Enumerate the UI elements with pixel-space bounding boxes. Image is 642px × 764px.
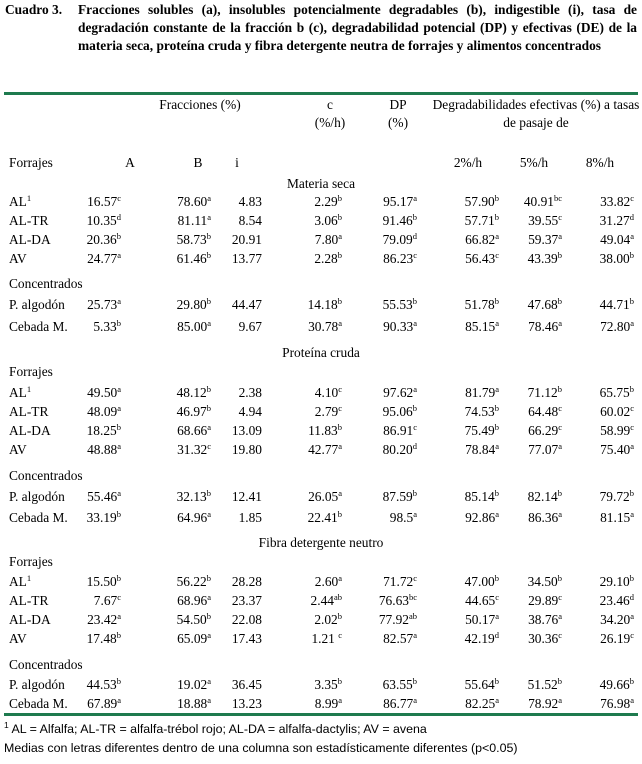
cell-de2: 78.84$^a$ — [465, 441, 499, 457]
cell-a: 18.25$^b$ — [86, 422, 121, 438]
row-name: $AL^1$ — [9, 193, 32, 209]
cell-de8: 65.75$^b$ — [599, 384, 634, 400]
cell-c: 1.21 $^c$ — [311, 630, 342, 646]
cell-dp: 98.5$^a$ — [389, 509, 417, 525]
cell-b: 46.97$^b$ — [176, 403, 211, 419]
cell-dp: 95.06$^b$ — [382, 403, 417, 419]
table-row — [0, 675, 642, 695]
cell-dp: 95.17$^a$ — [383, 193, 417, 209]
header-col-b: B — [193, 155, 203, 170]
cell-i: 44.47 — [231, 297, 262, 312]
row-name: AV — [9, 442, 27, 457]
cell-dp: 55.53$^b$ — [382, 296, 417, 312]
cell-a: 17.48$^b$ — [86, 630, 121, 646]
header-rate-2: 2%/h — [453, 155, 483, 170]
cell-i: 17.43 — [231, 631, 262, 646]
cell-de5: 43.39$^b$ — [527, 250, 562, 266]
cell-c: 4.10$^c$ — [314, 384, 342, 400]
table-row — [0, 508, 642, 528]
cell-a: 44.53$^b$ — [86, 676, 121, 692]
cell-de2: 92.86$^a$ — [465, 509, 499, 525]
cell-c: 22.41$^b$ — [307, 509, 342, 525]
cell-a: 48.09$^a$ — [87, 403, 121, 419]
header-dp: DP — [389, 97, 407, 112]
table-row — [0, 694, 642, 714]
cell-a: 24.77$^a$ — [87, 250, 121, 266]
cell-b: 61.46$^b$ — [176, 250, 211, 266]
cell-a: 7.67$^c$ — [93, 592, 121, 608]
cell-dp: 79.09$^d$ — [382, 231, 417, 247]
table-row — [0, 421, 642, 441]
cell-i: 23.37 — [231, 593, 262, 608]
cell-dp: 86.91$^c$ — [383, 422, 417, 438]
row-name: AL-TR — [9, 404, 49, 419]
cell-de8: 81.15$^a$ — [600, 509, 634, 525]
cell-dp: 97.62$^a$ — [383, 384, 417, 400]
cell-dp: 87.59$^b$ — [382, 488, 417, 504]
section-title-fibra-detergente: Fibra detergente neutro — [258, 535, 384, 550]
table-row — [0, 610, 642, 630]
cell-i: 36.45 — [231, 677, 262, 692]
cell-b: 18.88$^a$ — [177, 695, 211, 711]
cell-de5: 78.46$^a$ — [528, 318, 562, 334]
footnote-significance: Medias con letras diferentes dentro de una columna son estadísticamente diferentes (p<0.05) — [4, 741, 518, 755]
table-row — [0, 192, 642, 212]
cell-de5: 66.29$^c$ — [528, 422, 562, 438]
cell-de5: 64.48$^c$ — [528, 403, 562, 419]
cell-i: 13.77 — [231, 251, 262, 266]
row-name: P. algodón — [9, 677, 65, 692]
row-name: AL-TR — [9, 213, 49, 228]
cell-a: 49.50$^a$ — [87, 384, 121, 400]
cell-a: 25.73$^a$ — [87, 296, 121, 312]
cell-c: 8.99$^a$ — [314, 695, 342, 711]
cell-a: 67.89$^a$ — [87, 695, 121, 711]
cell-de2: 81.79$^a$ — [465, 384, 499, 400]
header-col-i: i — [235, 155, 239, 170]
footnote-abbreviations-text: AL = Alfalfa; AL-TR = alfalfa-trébol rojo; AL-DA = alfalfa-dactylis; AV = avena — [8, 722, 427, 736]
cell-de2: 42.19$^d$ — [464, 630, 499, 646]
cell-de8: 49.04$^a$ — [600, 231, 634, 247]
section-title-materia-seca: Materia seca — [286, 176, 356, 191]
cell-de5: 38.76$^a$ — [528, 611, 562, 627]
table-row — [0, 211, 642, 231]
cell-de5: 29.89$^c$ — [528, 592, 562, 608]
cell-de2: 47.00$^b$ — [464, 573, 499, 589]
cell-c: 14.18$^b$ — [307, 296, 342, 312]
table-row — [0, 295, 642, 315]
cell-de2: 50.17$^a$ — [465, 611, 499, 627]
cell-de2: 57.90$^b$ — [464, 193, 499, 209]
cell-c: 2.28$^b$ — [314, 250, 342, 266]
cell-b: 29.80$^b$ — [176, 296, 211, 312]
group-label-forrajes: Forrajes — [9, 364, 53, 379]
table-caption — [5, 1, 637, 56]
cell-a: 10.35$^d$ — [86, 212, 121, 228]
row-name: Cebada M. — [9, 510, 68, 525]
cell-de5: 51.52$^b$ — [527, 676, 562, 692]
cell-de5: 30.36$^c$ — [528, 630, 562, 646]
top-rule — [4, 92, 638, 95]
cell-c: 26.05$^a$ — [308, 488, 342, 504]
cell-de8: 58.99$^c$ — [600, 422, 634, 438]
cell-de2: 51.78$^b$ — [464, 296, 499, 312]
cell-de2: 82.25$^a$ — [465, 695, 499, 711]
section-title-proteina-cruda: Proteína cruda — [282, 345, 360, 360]
cell-c: 30.78$^a$ — [308, 318, 342, 334]
cell-a: 20.36$^b$ — [86, 231, 121, 247]
cell-de8: 60.02$^c$ — [600, 403, 634, 419]
cell-a: 48.88$^a$ — [87, 441, 121, 457]
cell-de8: 34.20$^a$ — [600, 611, 634, 627]
cell-i: 22.08 — [231, 612, 262, 627]
header-col-a: A — [125, 155, 135, 170]
header-forrajes: Forrajes — [9, 155, 53, 170]
cell-i: 12.41 — [231, 489, 262, 504]
row-name: P. algodón — [9, 489, 65, 504]
cell-de2: 85.15$^a$ — [465, 318, 499, 334]
cell-a: 15.50$^b$ — [86, 573, 121, 589]
table-row — [0, 440, 642, 460]
cell-dp: 77.92$^{ab}$ — [378, 611, 417, 627]
table-row — [0, 487, 642, 507]
group-label-concentrados: Concentrados — [9, 468, 83, 483]
cell-de2: 44.65$^c$ — [465, 592, 499, 608]
cell-de8: 38.00$^b$ — [599, 250, 634, 266]
cell-i: 2.38 — [238, 385, 262, 400]
cell-c: 2.29$^b$ — [314, 193, 342, 209]
row-name: AL-TR — [9, 593, 49, 608]
footnote-marker: 1 — [4, 720, 9, 730]
cell-b: 81.11$^a$ — [177, 212, 211, 228]
caption-number: Cuadro 3. — [5, 2, 63, 17]
table-row — [0, 383, 642, 403]
table-row — [0, 629, 642, 649]
footnote-abbreviations — [4, 721, 427, 738]
cell-de5: 77.07$^a$ — [528, 441, 562, 457]
cell-b: 68.96$^a$ — [177, 592, 211, 608]
cell-b: 64.96$^a$ — [177, 509, 211, 525]
cell-de8: 23.46$^d$ — [599, 592, 634, 608]
group-label-concentrados: Concentrados — [9, 276, 83, 291]
header-c: c — [327, 97, 333, 112]
cell-de8: 26.19$^c$ — [600, 630, 634, 646]
cell-b: 48.12$^b$ — [176, 384, 211, 400]
cell-de8: 76.98$^a$ — [600, 695, 634, 711]
caption-text: Fracciones solubles (a), insolubles potencialmente degradables (b), indigestible (i), tasa de degradación constante de la fracción b (c), degradabilidad potencial (DP) y efectivas (DE) de la materia seca, proteína cruda y fibra detergente neutra de forrajes y alimentos concentrados — [78, 2, 637, 54]
cell-i: 9.67 — [238, 319, 262, 334]
cell-b: 68.66$^a$ — [177, 422, 211, 438]
row-name: AV — [9, 631, 27, 646]
cell-dp: 90.33$^a$ — [383, 318, 417, 334]
cell-de5: 78.92$^a$ — [528, 695, 562, 711]
cell-c: 3.35$^b$ — [314, 676, 342, 692]
cell-de5: 86.36$^a$ — [528, 509, 562, 525]
cell-i: 13.23 — [231, 696, 262, 711]
table-row — [0, 317, 642, 337]
cell-b: 56.22$^b$ — [176, 573, 211, 589]
header-c-unit: (%/h) — [314, 115, 346, 130]
header-degradabilidades: Degradabilidades efectivas (%) a tasas de pasaje de — [432, 97, 640, 130]
cell-de5: 71.12$^b$ — [527, 384, 562, 400]
header-fracciones: Fracciones (%) — [159, 97, 241, 112]
cell-a: 16.57$^c$ — [87, 193, 121, 209]
group-label-concentrados: Concentrados — [9, 657, 83, 672]
table-row — [0, 249, 642, 269]
cell-c: 3.06$^b$ — [314, 212, 342, 228]
cell-b: 85.00$^a$ — [177, 318, 211, 334]
row-name: AL-DA — [9, 232, 51, 247]
cell-i: 20.91 — [231, 232, 262, 247]
row-name: $AL^1$ — [9, 384, 32, 400]
cell-b: 19.02$^a$ — [177, 676, 211, 692]
group-label-forrajes: Forrajes — [9, 554, 53, 569]
table-row — [0, 591, 642, 611]
cell-a: 33.19$^b$ — [86, 509, 121, 525]
cell-a: 23.42$^a$ — [87, 611, 121, 627]
cell-c: 11.83$^b$ — [308, 422, 342, 438]
cell-de8: 72.80$^a$ — [600, 318, 634, 334]
row-name: AL-DA — [9, 612, 51, 627]
cell-i: 4.83 — [238, 194, 262, 209]
table-row — [0, 572, 642, 592]
cell-de5: 59.37$^a$ — [528, 231, 562, 247]
header-rate-8: 8%/h — [585, 155, 615, 170]
cell-c: 7.80$^a$ — [314, 231, 342, 247]
header-rate-5: 5%/h — [519, 155, 549, 170]
cell-de2: 66.82$^a$ — [465, 231, 499, 247]
header-columns-row — [0, 153, 642, 173]
row-name: P. algodón — [9, 297, 65, 312]
cell-a: 5.33$^b$ — [93, 318, 121, 334]
cell-i: 4.94 — [238, 404, 262, 419]
cell-c: 2.79$^c$ — [314, 403, 342, 419]
cell-b: 31.32$^c$ — [177, 441, 211, 457]
row-name: AL-DA — [9, 423, 51, 438]
cell-de5: 40.91$^{bc}$ — [523, 193, 562, 209]
cell-i: 8.54 — [238, 213, 262, 228]
cell-i: 13.09 — [231, 423, 262, 438]
cell-c: 2.02$^b$ — [314, 611, 342, 627]
cell-dp: 91.46$^b$ — [382, 212, 417, 228]
row-name: Cebada M. — [9, 696, 68, 711]
cell-b: 54.50$^b$ — [176, 611, 211, 627]
cell-de8: 31.27$^d$ — [599, 212, 634, 228]
cell-c: 2.44$^{ab}$ — [310, 592, 342, 608]
cell-dp: 80.20$^d$ — [382, 441, 417, 457]
cell-dp: 63.55$^b$ — [382, 676, 417, 692]
cell-c: 42.77$^a$ — [308, 441, 342, 457]
cell-c: 2.60$^a$ — [314, 573, 342, 589]
cell-de8: 75.40$^a$ — [600, 441, 634, 457]
cell-de8: 49.66$^b$ — [599, 676, 634, 692]
cell-b: 32.13$^b$ — [176, 488, 211, 504]
cell-dp: 86.77$^a$ — [383, 695, 417, 711]
cell-de5: 34.50$^b$ — [527, 573, 562, 589]
cell-b: 78.60$^a$ — [177, 193, 211, 209]
cell-i: 19.80 — [231, 442, 262, 457]
cell-de2: 75.49$^b$ — [464, 422, 499, 438]
row-name: AV — [9, 251, 27, 266]
cell-de8: 33.82$^c$ — [600, 193, 634, 209]
cell-dp: 86.23$^c$ — [383, 250, 417, 266]
cell-dp: 82.57$^a$ — [383, 630, 417, 646]
cell-de8: 79.72$^b$ — [599, 488, 634, 504]
bottom-rule — [4, 713, 638, 716]
cell-i: 1.85 — [238, 510, 262, 525]
cell-de5: 47.68$^b$ — [527, 296, 562, 312]
cell-de2: 74.53$^b$ — [464, 403, 499, 419]
cell-de8: 29.10$^b$ — [599, 573, 634, 589]
cell-de2: 85.14$^b$ — [464, 488, 499, 504]
cell-de2: 55.64$^b$ — [464, 676, 499, 692]
cell-b: 58.73$^b$ — [176, 231, 211, 247]
cell-de5: 82.14$^b$ — [527, 488, 562, 504]
cell-de8: 44.71$^b$ — [599, 296, 634, 312]
cell-dp: 76.63$^{bc}$ — [378, 592, 417, 608]
cell-de2: 56.43$^c$ — [465, 250, 499, 266]
cell-i: 28.28 — [231, 574, 262, 589]
table-row — [0, 230, 642, 250]
row-name: $AL^1$ — [9, 573, 32, 589]
cell-a: 55.46$^a$ — [87, 488, 121, 504]
cell-dp: 71.72$^c$ — [383, 573, 417, 589]
row-name: Cebada M. — [9, 319, 68, 334]
header-dp-unit: (%) — [387, 115, 409, 130]
cell-de2: 57.71$^b$ — [464, 212, 499, 228]
table-row — [0, 402, 642, 422]
cell-b: 65.09$^a$ — [177, 630, 211, 646]
cell-de5: 39.55$^c$ — [528, 212, 562, 228]
